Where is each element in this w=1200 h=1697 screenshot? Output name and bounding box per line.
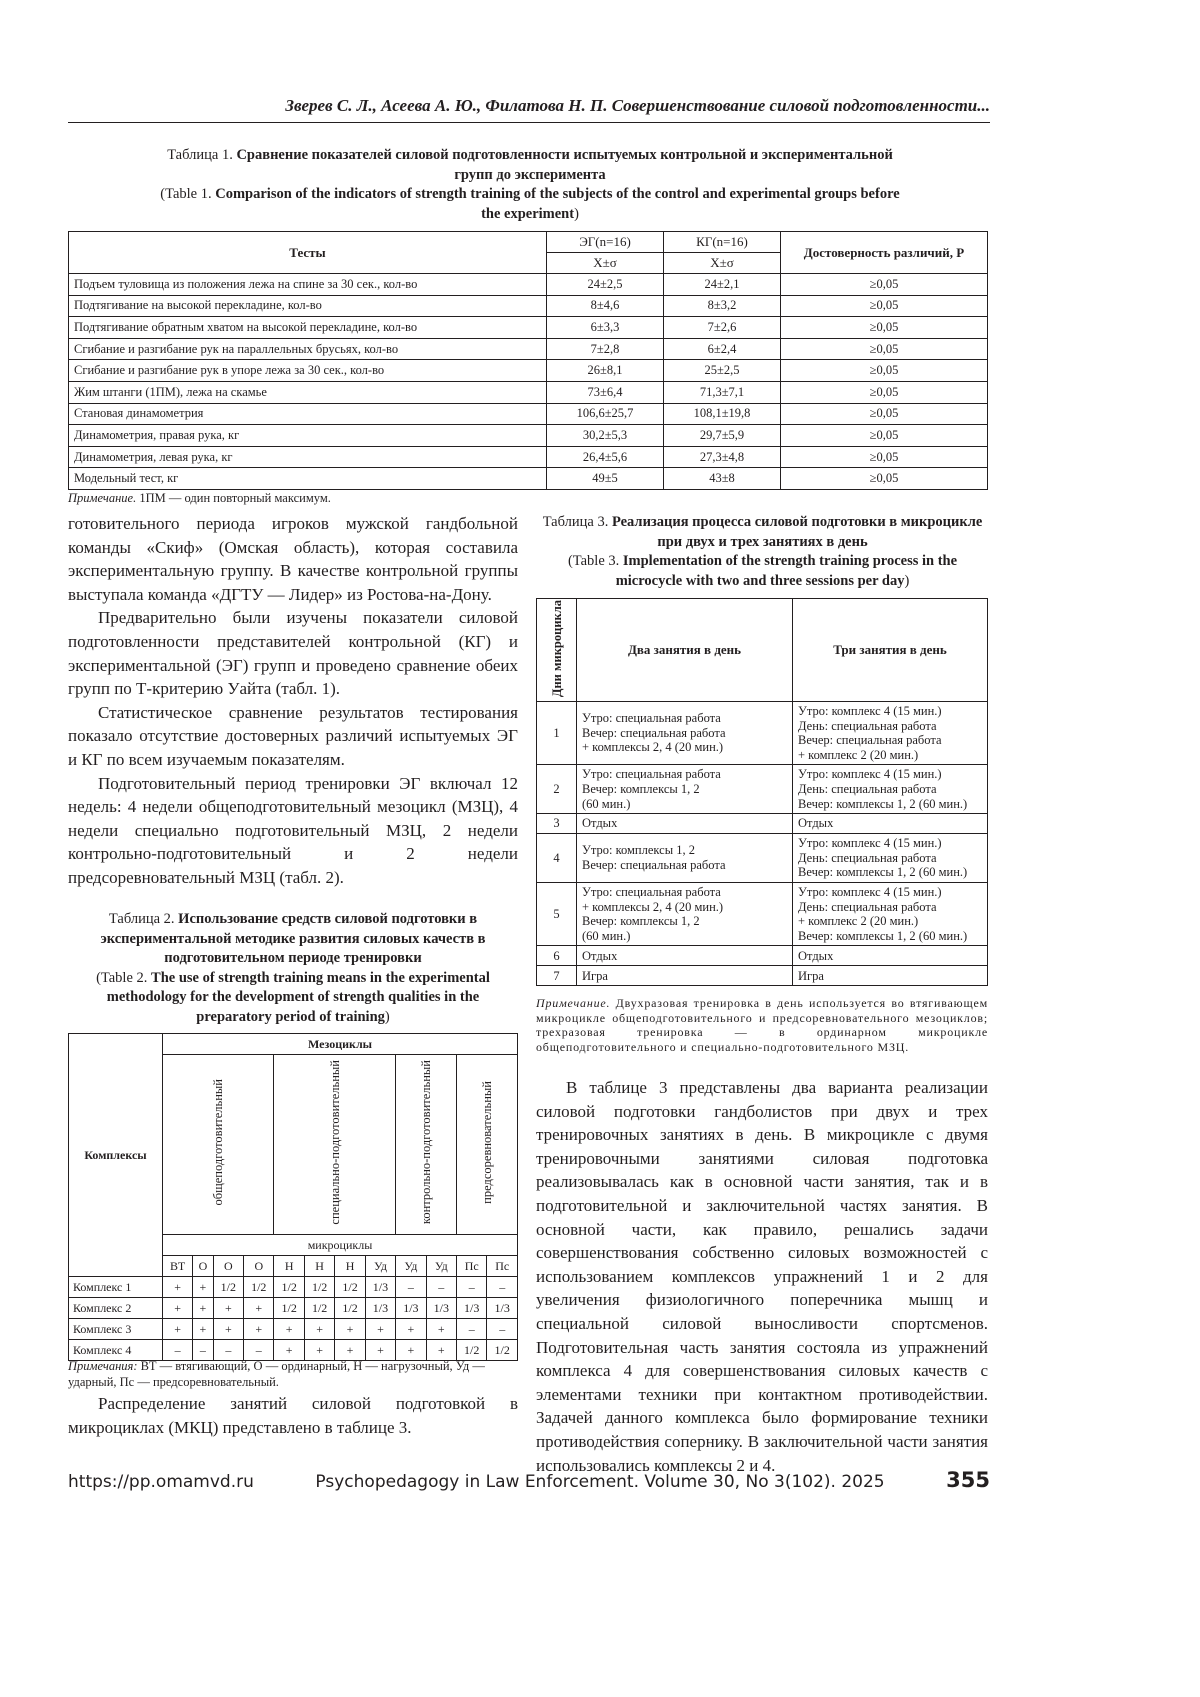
table-cell: + <box>396 1319 426 1340</box>
table-cell: – <box>487 1277 518 1298</box>
paragraph: готовительного периода игроков мужской гандбольной команды «Скиф» (Омская область), которая составила экспериментальную группу. В качестве контрольной группы выступала команда «ДГТУ — Лидер» из Ростова-на-Дону. <box>68 512 518 606</box>
col-complexes: Комплексы <box>69 1034 163 1277</box>
col-kg-stat: X±σ <box>664 253 781 274</box>
table-cell: – <box>213 1340 243 1361</box>
microcycles-header: микроциклы <box>163 1235 518 1256</box>
note-text: 1ПМ — один повторный максимум. <box>136 491 331 505</box>
schedule-line: Утро: комплекс 4 (15 мин.) <box>798 885 982 900</box>
schedule-line: Утро: специальная работа <box>582 767 787 782</box>
mesocycle-label: контрольно-подготовительный <box>419 1060 433 1224</box>
three-sessions-cell <box>793 702 988 765</box>
table1-caption <box>150 146 910 224</box>
table-cell: + <box>274 1340 304 1361</box>
complex-name: Комплекс 2 <box>69 1298 163 1319</box>
table-row <box>69 1277 518 1298</box>
table-cell: ≥0,05 <box>781 425 988 447</box>
table-cell: ≥0,05 <box>781 317 988 339</box>
table-cell: 26±8,1 <box>547 360 664 382</box>
header-rule <box>68 122 990 123</box>
table-cell: + <box>365 1340 395 1361</box>
test-name: Жим штанги (1ПМ), лежа на скамье <box>69 381 547 403</box>
table-cell: + <box>335 1340 365 1361</box>
two-sessions-cell <box>577 966 793 986</box>
table-row <box>69 425 988 447</box>
table3-note <box>536 996 988 1054</box>
table-row <box>69 468 988 490</box>
table-cell: 1/2 <box>274 1277 304 1298</box>
table-cell: ≥0,05 <box>781 446 988 468</box>
table-cell: – <box>487 1319 518 1340</box>
journal-url[interactable]: https://pp.omamvd.ru <box>68 1472 254 1492</box>
schedule-line: Утро: комплекс 4 (15 мин.) <box>798 767 982 782</box>
table-cell: + <box>396 1340 426 1361</box>
note-text: ВТ — втягивающий, О — ординарный, Н — нагрузочный, Уд —ударный, Пс — предсоревновательный. <box>68 1359 485 1389</box>
table-cell: 1/2 <box>213 1277 243 1298</box>
schedule-line: Вечер: комплексы 1, 2 <box>582 782 787 797</box>
table-cell: 24±2,1 <box>664 274 781 296</box>
mesocycle-header <box>457 1055 518 1235</box>
caption-prefix: (Table 2. <box>96 970 151 986</box>
schedule-line: Отдых <box>798 816 982 831</box>
two-sessions-cell <box>577 882 793 945</box>
paragraph: Распределение занятий силовой подготовкой в микроциклах (МКЦ) представлено в таблице 3. <box>68 1392 518 1439</box>
test-name: Динамометрия, правая рука, кг <box>69 425 547 447</box>
microcycle-header: Н <box>304 1256 334 1277</box>
microcycle-header: О <box>244 1256 274 1277</box>
table-cell: 27,3±4,8 <box>664 446 781 468</box>
table-cell: 7±2,8 <box>547 338 664 360</box>
caption-en: Implementation of the strength training process in the microcycle with two and three sessions per day <box>616 553 957 589</box>
caption-ru: Реализация процесса силовой подготовки в микроцикле при двух и трех занятиях в день <box>612 514 982 550</box>
schedule-line: + комплекс 2 (20 мин.) <box>798 748 982 763</box>
table-cell: 1/3 <box>365 1277 395 1298</box>
table-cell: + <box>304 1319 334 1340</box>
table-row <box>537 966 988 986</box>
table-cell: + <box>365 1319 395 1340</box>
table-row <box>537 702 988 765</box>
table-cell: + <box>244 1298 274 1319</box>
mesocycle-header <box>396 1055 457 1235</box>
schedule-line: День: специальная работа <box>798 900 982 915</box>
table-cell: 1/2 <box>244 1277 274 1298</box>
table-cell: + <box>193 1298 213 1319</box>
table-cell: ≥0,05 <box>781 360 988 382</box>
test-name: Подъем туловища из положения лежа на спине за 30 сек., кол-во <box>69 274 547 296</box>
day-number: 6 <box>537 946 577 966</box>
col-days: Дни микроцикла <box>550 600 564 697</box>
table-cell: 29,7±5,9 <box>664 425 781 447</box>
running-header: Зверев С. Л., Асеева А. Ю., Филатова Н. П. Совершенствование силовой подготовленности... <box>68 96 990 116</box>
caption-prefix: (Table 1. <box>160 186 215 202</box>
table-cell: ≥0,05 <box>781 403 988 425</box>
paragraph: Подготовительный период тренировки ЭГ включал 12 недель: 4 недели общеподготовительный мезоцикл (МЗЦ), 4 недели специально подготовительный МЗЦ, 2 недели контрольно-подготовительный и 2 недели предсоревновательный МЗЦ (табл. 2). <box>68 772 518 890</box>
table-cell: + <box>426 1319 456 1340</box>
test-name: Подтягивание обратным хватом на высокой перекладине, кол-во <box>69 317 547 339</box>
three-sessions-cell <box>793 882 988 945</box>
day-number: 3 <box>537 814 577 834</box>
mesocycle-header <box>163 1055 274 1235</box>
day-number: 7 <box>537 966 577 986</box>
microcycle-header: Уд <box>396 1256 426 1277</box>
table-cell: 8±4,6 <box>547 295 664 317</box>
microcycle-header: О <box>213 1256 243 1277</box>
table3-caption <box>540 513 985 591</box>
table-cell: – <box>457 1277 487 1298</box>
caption-close: ) <box>904 573 909 589</box>
table2 <box>68 1033 518 1361</box>
day-number: 4 <box>537 834 577 883</box>
schedule-line: Отдых <box>582 816 787 831</box>
schedule-line: Утро: комплекс 4 (15 мин.) <box>798 704 982 719</box>
table-cell: ≥0,05 <box>781 338 988 360</box>
schedule-line: Утро: специальная работа <box>582 711 787 726</box>
test-name: Подтягивание на высокой перекладине, кол-во <box>69 295 547 317</box>
test-name: Сгибание и разгибание рук в упоре лежа за 30 сек., кол-во <box>69 360 547 382</box>
schedule-line: Утро: комплексы 1, 2 <box>582 843 787 858</box>
table-cell: + <box>163 1298 193 1319</box>
caption-prefix: Таблица 1. <box>167 147 236 163</box>
paragraph: Статистическое сравнение результатов тестирования показало отсутствие достоверных различий испытуемых ЭГ и КГ по всем изучаемым показателям. <box>68 701 518 772</box>
table-cell: + <box>193 1277 213 1298</box>
schedule-line: Вечер: комплексы 1, 2 (60 мин.) <box>798 797 982 812</box>
table-row <box>537 814 988 834</box>
paragraph: Предварительно были изучены показатели силовой подготовленности представителей контрольной (КГ) и экспериментальной (ЭГ) групп и проведено сравнение обеих групп по Т-критерию Уайта (табл. 1). <box>68 606 518 700</box>
microcycle-header: Уд <box>365 1256 395 1277</box>
caption-close: ) <box>574 206 579 222</box>
schedule-line: Игра <box>582 969 787 984</box>
table-cell: 6±3,3 <box>547 317 664 339</box>
note-label: Примечание. <box>68 491 136 505</box>
table-cell: – <box>426 1277 456 1298</box>
complex-name: Комплекс 4 <box>69 1340 163 1361</box>
table-cell: + <box>213 1298 243 1319</box>
caption-ru: Использование средств силовой подготовки в экспериментальной методике развития силовых качеств в подготовительном периоде тренировки <box>100 911 485 966</box>
three-sessions-cell <box>793 814 988 834</box>
table-cell: – <box>244 1340 274 1361</box>
two-sessions-cell <box>577 765 793 814</box>
table-cell: + <box>213 1319 243 1340</box>
table-cell: 106,6±25,7 <box>547 403 664 425</box>
test-name: Динамометрия, левая рука, кг <box>69 446 547 468</box>
table-cell: 1/2 <box>304 1277 334 1298</box>
table-cell: 30,2±5,3 <box>547 425 664 447</box>
microcycle-header: Н <box>335 1256 365 1277</box>
col-three-sessions: Три занятия в день <box>793 599 988 702</box>
table-cell: + <box>163 1319 193 1340</box>
schedule-line: Вечер: комплексы 1, 2 <box>582 914 787 929</box>
microcycle-header: Пс <box>487 1256 518 1277</box>
microcycle-header: Уд <box>426 1256 456 1277</box>
schedule-line: День: специальная работа <box>798 719 982 734</box>
col-eg: ЭГ(n=16) <box>547 232 664 253</box>
table-row <box>69 274 988 296</box>
table-cell: 1/2 <box>304 1298 334 1319</box>
col-tests: Тесты <box>69 232 547 274</box>
microcycle-header: Пс <box>457 1256 487 1277</box>
table-row <box>537 882 988 945</box>
table-cell: 49±5 <box>547 468 664 490</box>
table-cell: 1/2 <box>335 1277 365 1298</box>
table-cell: 73±6,4 <box>547 381 664 403</box>
table-cell: 1/2 <box>335 1298 365 1319</box>
complex-name: Комплекс 1 <box>69 1277 163 1298</box>
table-cell: + <box>274 1319 304 1340</box>
caption-prefix: Таблица 3. <box>543 514 612 530</box>
microcycle-header: О <box>193 1256 213 1277</box>
table-cell: – <box>193 1340 213 1361</box>
table-cell: 1/3 <box>426 1298 456 1319</box>
schedule-line: Отдых <box>582 949 787 964</box>
table-row <box>69 295 988 317</box>
table-row <box>537 765 988 814</box>
table-row <box>69 1319 518 1340</box>
table-cell: – <box>163 1340 193 1361</box>
note-text: Двухразовая тренировка в день используется во втягивающем микроцикле общеподготовительного и предсоревновательного мезоциклов; трехразовая тренировка — в ординарном микроцикле общеподготовительного и специально-подготовительного МЗЦ. <box>536 996 988 1054</box>
day-number: 1 <box>537 702 577 765</box>
col-kg: КГ(n=16) <box>664 232 781 253</box>
table-cell: ≥0,05 <box>781 274 988 296</box>
table-cell: 1/2 <box>457 1340 487 1361</box>
col-significance: Достоверность различий, Р <box>781 232 988 274</box>
mesocycle-label: общеподготовительный <box>211 1079 225 1206</box>
left-body-text <box>68 512 518 890</box>
schedule-line: + комплексы 2, 4 (20 мин.) <box>582 900 787 915</box>
table-cell: + <box>244 1319 274 1340</box>
table-cell: 1/2 <box>487 1340 518 1361</box>
table-row <box>69 446 988 468</box>
table-cell: 1/3 <box>365 1298 395 1319</box>
table2-caption <box>68 910 518 1027</box>
table-cell: 1/3 <box>396 1298 426 1319</box>
schedule-line: Игра <box>798 969 982 984</box>
table2-note <box>68 1358 518 1390</box>
caption-en: The use of strength training means in the experimental methodology for the development of strength qualities in the preparatory period of training <box>107 970 490 1025</box>
col-two-sessions: Два занятия в день <box>577 599 793 702</box>
table-cell: 1/2 <box>274 1298 304 1319</box>
table-cell: 108,1±19,8 <box>664 403 781 425</box>
three-sessions-cell <box>793 946 988 966</box>
caption-en: Comparison of the indicators of strength training of the subjects of the control and experimental groups before the experiment <box>215 186 899 222</box>
table-cell: + <box>193 1319 213 1340</box>
caption-ru: Сравнение показателей силовой подготовленности испытуемых контрольной и экспериментальной групп до эксперимента <box>236 147 892 183</box>
table-cell: – <box>396 1277 426 1298</box>
caption-close: ) <box>385 1009 390 1025</box>
mesocycle-label: предсоревновательный <box>480 1081 494 1204</box>
table1 <box>68 231 988 490</box>
schedule-line: Вечер: специальная работа <box>582 726 787 741</box>
table-cell: ≥0,05 <box>781 295 988 317</box>
two-sessions-cell <box>577 814 793 834</box>
mesocycle-label: специально-подготовительный <box>328 1060 342 1225</box>
day-number: 2 <box>537 765 577 814</box>
table-row <box>69 381 988 403</box>
table-cell: 43±8 <box>664 468 781 490</box>
paragraph: В таблице 3 представлены два варианта реализации силовой подготовки гандболистов при двух и трех тренировочных занятиях в день. В микроцикле с двумя тренировочными занятиями силовая подготовка реализовывалась как в основной части занятия, так и в подготовительной и заключительной частях занятия. В основной части, как правило, решались задачи совершенствования собственно силовых возможностей с использованием комплексов упражнений 1 и 2 для увеличения физиологичного поперечника мышц и специальной силовой выносливости спортсменов. Подготовительная часть занятия состояла из упражнений комплекса 4 для совершенствования силовых качеств с элементами техники при контактном противодействии. Задачей данного комплекса было формирование техники противодействия сопернику. В заключительной части занятия использовались комплексы 2 и 4. <box>536 1076 988 1477</box>
schedule-line: День: специальная работа <box>798 782 982 797</box>
table-row <box>537 946 988 966</box>
table3 <box>536 598 988 986</box>
test-name: Сгибание и разгибание рук на параллельных брусьях, кол-во <box>69 338 547 360</box>
schedule-line: Отдых <box>798 949 982 964</box>
page-number: 355 <box>946 1468 990 1492</box>
table-cell: 25±2,5 <box>664 360 781 382</box>
table-cell: 1/3 <box>457 1298 487 1319</box>
table-row <box>69 338 988 360</box>
table1-note <box>68 491 331 506</box>
table-cell: + <box>426 1340 456 1361</box>
schedule-line: + комплексы 2, 4 (20 мин.) <box>582 740 787 755</box>
note-label: Примечания: <box>68 1359 138 1373</box>
table-cell: 24±2,5 <box>547 274 664 296</box>
table-cell: 26,4±5,6 <box>547 446 664 468</box>
table-row <box>69 360 988 382</box>
two-sessions-cell <box>577 702 793 765</box>
schedule-line: Вечер: комплексы 1, 2 (60 мин.) <box>798 865 982 880</box>
mesocycle-header <box>274 1055 396 1235</box>
caption-prefix: Таблица 2. <box>109 911 178 927</box>
caption-prefix: (Table 3. <box>568 553 623 569</box>
test-name: Модельный тест, кг <box>69 468 547 490</box>
three-sessions-cell <box>793 966 988 986</box>
test-name: Становая динамометрия <box>69 403 547 425</box>
page-footer <box>68 1468 990 1492</box>
three-sessions-cell <box>793 765 988 814</box>
schedule-line: (60 мин.) <box>582 797 787 812</box>
journal-citation: Psychopedagogy in Law Enforcement. Volume 30, No 3(102). 2025 <box>315 1472 884 1492</box>
table-cell: 71,3±7,1 <box>664 381 781 403</box>
table-cell: 7±2,6 <box>664 317 781 339</box>
schedule-line: Утро: специальная работа <box>582 885 787 900</box>
schedule-line: (60 мин.) <box>582 929 787 944</box>
schedule-line: + комплекс 2 (20 мин.) <box>798 914 982 929</box>
microcycle-header: Н <box>274 1256 304 1277</box>
two-sessions-cell <box>577 946 793 966</box>
schedule-line: День: специальная работа <box>798 851 982 866</box>
schedule-line: Утро: комплекс 4 (15 мин.) <box>798 836 982 851</box>
table-cell: 6±2,4 <box>664 338 781 360</box>
table-cell: ≥0,05 <box>781 381 988 403</box>
three-sessions-cell <box>793 834 988 883</box>
table-row <box>69 317 988 339</box>
table-cell: 8±3,2 <box>664 295 781 317</box>
schedule-line: Вечер: специальная работа <box>798 733 982 748</box>
day-number: 5 <box>537 882 577 945</box>
complex-name: Комплекс 3 <box>69 1319 163 1340</box>
note-label: Примечание. <box>536 996 610 1010</box>
table-cell: 1/3 <box>487 1298 518 1319</box>
table-cell: + <box>163 1277 193 1298</box>
col-eg-stat: X±σ <box>547 253 664 274</box>
mesocycles-header: Мезоциклы <box>163 1034 518 1055</box>
table-row <box>69 1298 518 1319</box>
schedule-line: Вечер: комплексы 1, 2 (60 мин.) <box>798 929 982 944</box>
table-cell: + <box>304 1340 334 1361</box>
table-cell: + <box>335 1319 365 1340</box>
table-row <box>69 403 988 425</box>
table-cell: ≥0,05 <box>781 468 988 490</box>
table-row <box>537 834 988 883</box>
table-cell: – <box>457 1319 487 1340</box>
microcycle-header: ВТ <box>163 1256 193 1277</box>
two-sessions-cell <box>577 834 793 883</box>
schedule-line: Вечер: специальная работа <box>582 858 787 873</box>
